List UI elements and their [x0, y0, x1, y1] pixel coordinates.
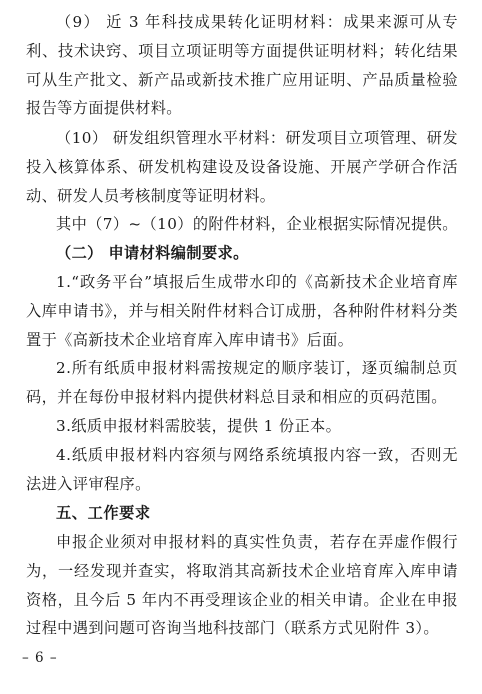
paragraph-attachment-note: 其中（7）~（10）的附件材料，企业根据实际情况提供。	[56, 215, 458, 233]
paragraph-requirement-2: 2.所有纸质申报材料需按规定的顺序装订，逐页编制总页码，并在每份申报材料内提供材料总目录和相应的页码范围。	[26, 359, 458, 406]
paragraph-work-requirements: 申报企业须对申报材料的真实性负责，若存在弄虚作假行为，一经发现并查实，将取消其高新技术企业培育库入库申请资格，且今后 5 年内不再受理该企业的相关申请。企业在申报过程中遇到问题可咨询当地科技部门（联系方式见附件 3）。	[26, 533, 458, 638]
paragraph-requirement-1: 1.“政务平台”填报后生成带水印的《高新技术企业培育库入库申请书》，并与相关附件材料合订成册，各种附件材料分类置于《高新技术企业培育库入库申请书》后面。	[26, 273, 458, 349]
paragraph-requirement-3: 3.纸质申报材料需胶装，提供 1 份正本。	[56, 417, 342, 435]
section-heading-requirements: （二） 申请材料编制要求。	[56, 244, 249, 262]
paragraph-item-9: （9） 近 3 年科技成果转化证明材料：成果来源可从专利、技术诀窍、项目立项证明等方面提供证明材料；转化结果可从生产批文、新产品或新技术推广应用证明、产品质量检验报告等方面提供材料。	[26, 13, 458, 118]
page-number: – 6 –	[22, 650, 58, 666]
paragraph-item-10: （10） 研发组织管理水平材料：研发项目立项管理、研发投入核算体系、研发机构建设及设备设施、开展产学研合作活动、研发人员考核制度等证明材料。	[26, 129, 458, 205]
paragraph-requirement-4: 4.纸质申报材料内容须与网络系统填报内容一致，否则无法进入评审程序。	[26, 446, 458, 493]
section-heading-work-requirements: 五、工作要求	[56, 504, 151, 522]
